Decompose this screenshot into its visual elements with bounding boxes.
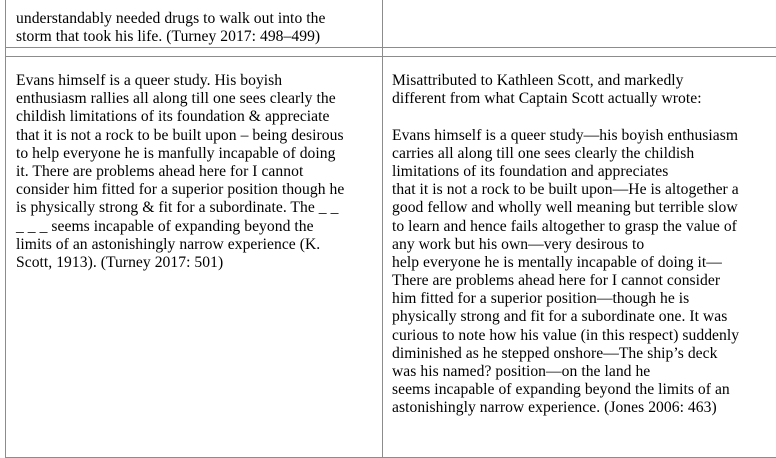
text-line: carries all along till one sees clearly the childish [392, 144, 695, 162]
intro-line: Misattributed to Kathleen Scott, and markedly [392, 72, 684, 89]
text-line: physically strong and fit for a subordinate one. It was [392, 308, 728, 326]
text-line: Evans himself is a queer study. His boyish [16, 72, 283, 89]
text-line: Evans himself is a queer study—his boyish enthusiasm [392, 126, 739, 144]
cell-text [6, 0, 382, 46]
table-cell-left [6, 0, 383, 48]
text-line: that it is not a rock to be built upon – being desirous [16, 126, 344, 144]
text-line: limits of an astonishingly narrow experience (K. [16, 235, 321, 253]
intro-line: different from what Captain Scott actually wrote: [392, 90, 702, 108]
text-line: curious to note how his value (in this respect) suddenly [392, 326, 740, 344]
text-line: childish limitations of its foundation & appreciate [16, 108, 330, 126]
text-line: seems incapable of expanding beyond the limits of an [392, 381, 730, 399]
table-row [6, 57, 776, 458]
text-line: diminished as he stepped onshore—The ship’s deck [392, 344, 718, 362]
table-cell-right [383, 0, 776, 48]
text-line: help everyone he is mentally incapable of doing it— [392, 253, 722, 271]
text-line: consider him fitted for a superior position though he [16, 181, 345, 199]
table-cell-right [383, 48, 776, 57]
text-line: understandably needed drugs to walk out into the [16, 10, 326, 27]
cell-text [6, 57, 382, 272]
text-line: limitations of its foundation and appreciates [392, 162, 669, 180]
table-row-spacer [6, 48, 776, 57]
text-line: him fitted for a superior position—though he is [392, 290, 690, 308]
text-line: that it is not a rock to be built upon—He is altogether a [392, 181, 739, 199]
text-line: enthusiasm rallies all along till one sees clearly the [16, 90, 336, 108]
text-line: it. There are problems ahead here for I cannot [16, 162, 304, 180]
text-line: _ _ _ seems incapable of expanding beyond the [16, 217, 314, 235]
table-cell-left [6, 48, 383, 57]
text-line: is physically strong & fit for a subordinate. The _ _ [16, 199, 339, 217]
text-line: to learn and hence fails altogether to grasp the value of [392, 217, 737, 235]
text-line: astonishingly narrow experience. (Jones 2006: 463) [392, 399, 717, 417]
table-row [6, 0, 776, 48]
table-cell-left [6, 57, 383, 458]
text-line: There are problems ahead here for I cannot consider [392, 272, 721, 290]
text-line: good fellow and wholly well meaning but terrible slow [392, 199, 738, 217]
text-line: was his named? position—on the land he [392, 363, 651, 380]
cell-text [383, 57, 776, 418]
text-line: any work but his own—very desirous to [392, 235, 645, 253]
blank-line [392, 108, 776, 126]
comparison-table [5, 0, 776, 458]
text-line: Scott, 1913). (Turney 2017: 501) [16, 253, 224, 271]
text-line: storm that took his life. (Turney 2017: 498–499) [16, 28, 321, 46]
text-line: to help everyone he is manfully incapable of doing [16, 144, 336, 162]
table-cell-right [383, 57, 776, 458]
